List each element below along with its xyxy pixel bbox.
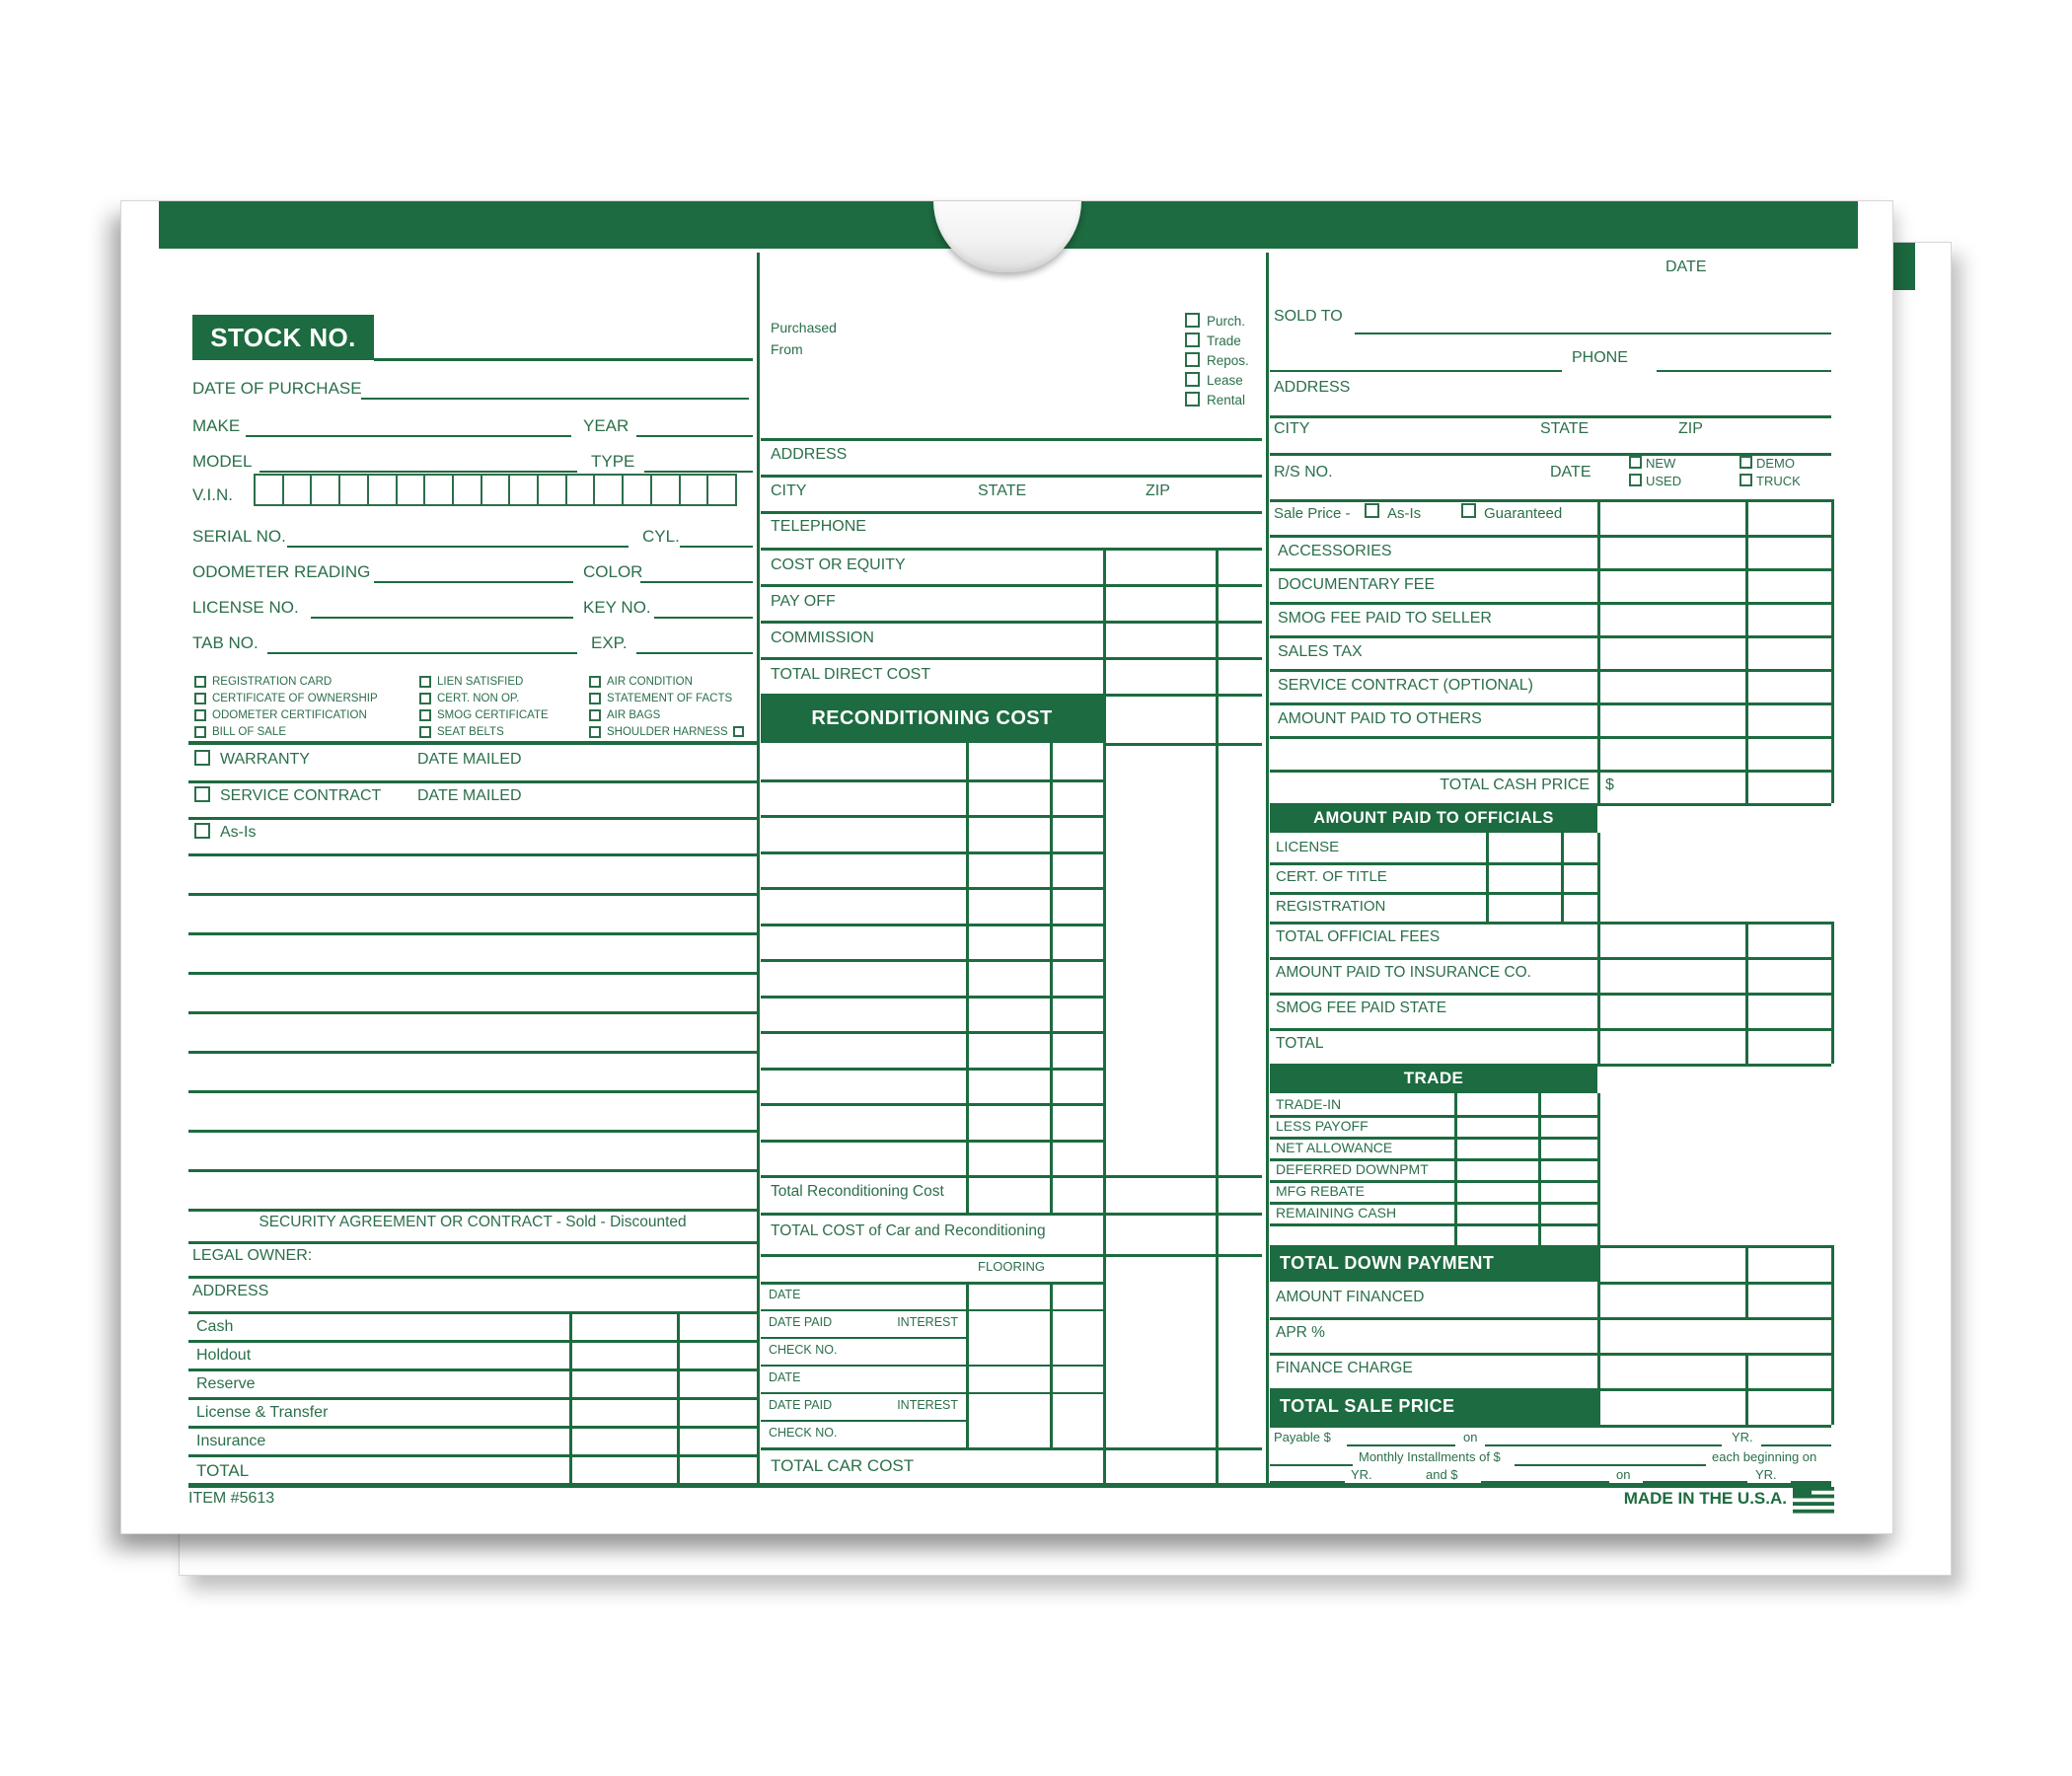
flooring-label-line	[761, 1365, 966, 1367]
purchase-type-checkbox-trade[interactable]	[1185, 333, 1200, 347]
blank-writing-line	[188, 1011, 757, 1014]
vin-box	[482, 476, 511, 504]
right-zip-label: ZIP	[1678, 420, 1703, 437]
monthly-installments-label: Monthly Installments of $	[1359, 1449, 1501, 1464]
recon-header-cell-line	[1103, 743, 1262, 746]
item-number: ITEM #5613	[188, 1490, 275, 1507]
trade-row-label: REMAINING CASH	[1276, 1205, 1397, 1221]
payable-amount-underline	[1347, 1444, 1455, 1446]
condition-checkbox-label: DEMO	[1756, 456, 1795, 471]
flooring-label-line	[761, 1337, 966, 1339]
blank-writing-line	[188, 1090, 757, 1093]
cyl-line	[680, 546, 753, 548]
right-edge-col-line	[1831, 1245, 1834, 1425]
right-cents-col-line	[1745, 1353, 1748, 1425]
purchase-type-label: Trade	[1207, 333, 1241, 348]
doc-checkbox-bill-of-sale[interactable]	[194, 726, 206, 738]
warranty-checkbox[interactable]	[194, 750, 210, 766]
fee-row-label: DOCUMENTARY FEE	[1278, 576, 1436, 593]
rs-date-label: DATE	[1550, 464, 1591, 481]
officials-row-label: CERT. OF TITLE	[1276, 868, 1387, 885]
date-of-purchase-line	[361, 398, 749, 400]
middle-zip-label: ZIP	[1146, 482, 1170, 499]
total-down-payment-bottom-line	[1597, 1282, 1831, 1285]
color-label: COLOR	[583, 562, 643, 581]
checkbox-section-divider	[188, 741, 757, 745]
purchase-type-label: Purch.	[1207, 314, 1246, 329]
middle-cost-row-label: COST OR EQUITY	[771, 556, 906, 573]
tab-no-label: TAB NO.	[192, 633, 259, 652]
vin-box	[312, 476, 340, 504]
trade-row-label: DEFERRED DOWNPMT	[1276, 1161, 1429, 1177]
telephone-line	[761, 548, 1262, 551]
service-contract-checkbox[interactable]	[194, 786, 210, 802]
fee-row-label: AMOUNT PAID TO OTHERS	[1278, 710, 1482, 727]
officials-header: AMOUNT PAID TO OFFICIALS	[1270, 803, 1597, 833]
amount-financed-line	[1270, 1317, 1831, 1320]
flooring-title: FLOORING	[978, 1259, 1045, 1274]
left-cost-row-label: TOTAL	[196, 1461, 250, 1480]
flooring-label-line	[761, 1420, 966, 1422]
vin-label: V.I.N.	[192, 485, 233, 504]
right-amount-col-line	[1597, 833, 1600, 1064]
usa-flag-icon	[1793, 1487, 1834, 1514]
payable-yr-label: YR.	[1732, 1430, 1753, 1444]
total-cost-car-recon-label: TOTAL COST of Car and Reconditioning	[771, 1222, 1046, 1239]
middle-address-line	[761, 475, 1262, 478]
total-sale-price-line	[1270, 1425, 1831, 1428]
yr3-underline	[1791, 1481, 1831, 1483]
exp-label: EXP.	[591, 633, 628, 652]
vin-box	[595, 476, 624, 504]
flooring-row-label: CHECK NO.	[769, 1426, 838, 1440]
doc-checkbox-air-bags[interactable]	[589, 709, 601, 721]
left-cost-row-label: Holdout	[196, 1347, 252, 1364]
purchase-type-checkbox-lease[interactable]	[1185, 372, 1200, 387]
officials-cents-col-line	[1561, 833, 1564, 922]
total-car-cost-top-line	[761, 1447, 1262, 1450]
flooring-interest-label: INTEREST	[897, 1315, 958, 1329]
cyl-label: CYL.	[642, 527, 680, 546]
security-agreement-label: SECURITY AGREEMENT OR CONTRACT - Sold - Discounted	[259, 1214, 687, 1230]
license-line	[311, 617, 573, 619]
total-car-cost-label: TOTAL CAR COST	[771, 1456, 915, 1475]
right-state-label: STATE	[1540, 420, 1590, 437]
left-address-label: ADDRESS	[192, 1283, 269, 1299]
warranty-date-mailed-label: DATE MAILED	[417, 751, 522, 768]
yr2-label: YR.	[1351, 1467, 1372, 1482]
installments-amount-underline	[1515, 1464, 1706, 1466]
blank-writing-line	[188, 893, 757, 896]
vin-box	[681, 476, 709, 504]
vin-box	[567, 476, 596, 504]
purchase-type-checkbox-purch[interactable]	[1185, 313, 1200, 328]
legal-owner-line	[188, 1276, 757, 1279]
payable-on-underline	[1485, 1444, 1722, 1446]
phone-left-line	[1270, 370, 1562, 372]
doc-checkbox-smog-certificate[interactable]	[419, 709, 431, 721]
purchase-type-checkbox-rental[interactable]	[1185, 392, 1200, 407]
flooring-amount-col-line	[966, 1282, 969, 1447]
make-line	[246, 435, 571, 437]
recon-amount-col-line	[966, 743, 969, 1213]
color-line	[640, 581, 753, 583]
total-official-fees-label: TOTAL OFFICIAL FEES	[1276, 928, 1441, 945]
doc-checkbox-shoulder-harness[interactable]	[589, 726, 601, 738]
right-date-label: DATE	[1665, 259, 1707, 275]
vin-box	[256, 476, 284, 504]
flooring-row-label: DATE	[769, 1370, 801, 1384]
trade-row-line	[1270, 1223, 1597, 1226]
doc-checkbox-label: REGISTRATION CARD	[212, 676, 333, 688]
payable-on-label: on	[1463, 1430, 1478, 1444]
smog-state-label: SMOG FEE PAID STATE	[1276, 999, 1447, 1016]
middle-address-label: ADDRESS	[771, 446, 848, 463]
middle-cost-row-line	[761, 657, 1262, 660]
insurance-label: AMOUNT PAID TO INSURANCE CO.	[1276, 964, 1531, 981]
total-cost-bottom-line	[761, 1254, 1262, 1257]
legal-owner-label: LEGAL OWNER:	[192, 1247, 313, 1264]
purchase-type-label: Rental	[1207, 393, 1246, 407]
right-amount-col-line	[1597, 499, 1600, 803]
fee-row-label: SMOG FEE PAID TO SELLER	[1278, 610, 1492, 627]
officials-row-line	[1270, 862, 1597, 865]
shoulder-harness-trailing-checkbox[interactable]	[733, 726, 744, 737]
service-contract-date-mailed-label: DATE MAILED	[417, 787, 522, 804]
thumb-notch	[933, 201, 1081, 272]
trade-row-label: NET ALLOWANCE	[1276, 1140, 1393, 1155]
stock-no-line	[374, 358, 753, 361]
form-bottom-rule	[188, 1483, 1831, 1488]
officials-row-label: REGISTRATION	[1276, 898, 1386, 915]
warranty-label: WARRANTY	[220, 751, 310, 768]
right-amount-col-line	[1597, 1093, 1600, 1425]
purchased-from-label-2: From	[771, 341, 803, 357]
sale-as-is-label: As-Is	[1387, 505, 1422, 522]
middle-cost-row-label: COMMISSION	[771, 629, 874, 646]
middle-state-label: STATE	[978, 482, 1027, 499]
vin-box	[284, 476, 313, 504]
left-address-line	[188, 1311, 757, 1314]
right-total-label: TOTAL	[1276, 1035, 1324, 1052]
total-sale-price-header: TOTAL SALE PRICE	[1270, 1388, 1597, 1425]
doc-checkbox-label: SHOULDER HARNESS	[607, 726, 728, 738]
type-line	[644, 471, 753, 473]
sale-as-is-checkbox[interactable]	[1365, 503, 1379, 518]
blank-writing-line	[188, 1169, 757, 1172]
date-of-purchase-label: DATE OF PURCHASE	[192, 379, 362, 398]
license-no-label: LICENSE NO.	[192, 598, 299, 617]
phone-label: PHONE	[1572, 349, 1628, 366]
payable-label: Payable $	[1274, 1430, 1331, 1444]
vin-box	[624, 476, 652, 504]
doc-checkbox-certificate-of-ownership[interactable]	[194, 693, 206, 704]
doc-checkbox-label: LIEN SATISFIED	[437, 676, 524, 688]
right-cents-col-line	[1745, 499, 1748, 803]
on2-label: on	[1616, 1467, 1631, 1482]
right-city-label: CITY	[1274, 420, 1310, 437]
flooring-cell-line	[966, 1309, 1103, 1311]
doc-checkbox-lien-satisfied[interactable]	[419, 676, 431, 688]
security-bottom-line	[188, 1241, 757, 1244]
vin-box	[425, 476, 454, 504]
security-top-line	[188, 1209, 757, 1212]
left-cost-row-label: Cash	[196, 1318, 234, 1335]
flooring-row-label: DATE	[769, 1288, 801, 1301]
condition-checkbox-label: USED	[1646, 474, 1682, 488]
doc-checkbox-label: ODOMETER CERTIFICATION	[212, 709, 367, 721]
left-cost-row-line	[188, 1340, 757, 1343]
fee-row-label: SALES TAX	[1278, 643, 1363, 660]
vin-character-boxes[interactable]	[254, 474, 737, 506]
odometer-line	[374, 581, 573, 583]
yr2-underline	[1270, 1481, 1345, 1483]
right-total-line	[1270, 1064, 1831, 1067]
flooring-cell-line	[966, 1365, 1103, 1367]
vin-box	[539, 476, 567, 504]
middle-city-line	[761, 511, 1262, 514]
exp-line	[636, 652, 753, 654]
condition-checkbox-demo[interactable]	[1739, 456, 1752, 469]
warranty-row-line	[188, 780, 757, 783]
flooring-label-line	[761, 1309, 966, 1311]
fee-row-label: ACCESSORIES	[1278, 543, 1392, 559]
telephone-label: TELEPHONE	[771, 518, 866, 535]
guaranteed-checkbox[interactable]	[1461, 503, 1476, 518]
blank-writing-line	[188, 1051, 757, 1054]
as-is-label: As-Is	[220, 824, 257, 841]
serial-no-label: SERIAL NO.	[192, 527, 286, 546]
doc-checkbox-air-condition[interactable]	[589, 676, 601, 688]
key-no-label: KEY NO.	[583, 598, 651, 617]
middle-city-label: CITY	[771, 482, 807, 499]
service-contract-row-line	[188, 817, 757, 820]
left-cost-row-line	[188, 1369, 757, 1371]
type-label: TYPE	[591, 452, 635, 471]
installments-left-underline	[1270, 1464, 1353, 1466]
right-edge-col-line	[1831, 499, 1834, 803]
stock-no-header: STOCK NO.	[192, 315, 374, 360]
doc-checkbox-statement-of-facts[interactable]	[589, 693, 601, 704]
total-recon-bottom-line	[761, 1213, 1262, 1216]
doc-checkbox-label: CERTIFICATE OF OWNERSHIP	[212, 693, 378, 704]
vin-box	[369, 476, 398, 504]
trade-amount-col-line	[1454, 1093, 1457, 1245]
serial-line	[287, 546, 629, 548]
year-label: YEAR	[583, 416, 629, 435]
condition-checkbox-truck[interactable]	[1739, 474, 1752, 486]
right-edge-col-line	[1831, 922, 1834, 1064]
trade-row-label: LESS PAYOFF	[1276, 1118, 1369, 1134]
flooring-row-label: DATE PAID	[769, 1398, 833, 1412]
left-cost-row-line	[188, 1426, 757, 1429]
middle-cents-col-line	[1216, 548, 1219, 1483]
right-address-label: ADDRESS	[1274, 379, 1351, 396]
blank-writing-line	[188, 1130, 757, 1133]
finance-charge-label: FINANCE CHARGE	[1276, 1360, 1413, 1376]
year-line	[636, 435, 753, 437]
officials-row-label: LICENSE	[1276, 839, 1340, 855]
middle-cost-row-line	[761, 694, 1262, 697]
and-label: and $	[1426, 1467, 1458, 1482]
left-cost-col-line	[677, 1311, 680, 1483]
middle-cost-row-label: PAY OFF	[771, 593, 836, 610]
as-is-checkbox[interactable]	[194, 823, 210, 839]
phone-right-line	[1657, 370, 1831, 372]
right-cents-col-line	[1745, 1245, 1748, 1317]
left-cost-col-line	[569, 1311, 572, 1483]
doc-checkbox-seat-belts[interactable]	[419, 726, 431, 738]
condition-checkbox-label: NEW	[1646, 456, 1676, 471]
service-contract-label: SERVICE CONTRACT	[220, 787, 382, 804]
left-cost-row-label: Insurance	[196, 1433, 266, 1449]
made-in-usa-label: MADE IN THE U.S.A.	[1623, 1489, 1787, 1508]
each-beginning-label: each beginning on	[1712, 1449, 1817, 1464]
doc-checkbox-label: AIR BAGS	[607, 709, 661, 721]
deal-jacket-envelope	[120, 200, 1893, 1534]
middle-amount-col-line	[1103, 548, 1106, 1483]
guaranteed-label: Guaranteed	[1484, 505, 1563, 522]
vin-box	[510, 476, 539, 504]
total-recon-top-line	[761, 1175, 1262, 1178]
purchase-type-checkbox-repos[interactable]	[1185, 352, 1200, 367]
sold-to-line	[1355, 333, 1831, 334]
flooring-row-label: DATE PAID	[769, 1315, 833, 1329]
sale-price-label: Sale Price -	[1274, 505, 1351, 522]
middle-cost-row-line	[761, 584, 1262, 587]
trade-header: TRADE	[1270, 1064, 1597, 1093]
rs-no-label: R/S NO.	[1274, 464, 1333, 481]
doc-checkbox-odometer-certification[interactable]	[194, 709, 206, 721]
doc-checkbox-label: SMOG CERTIFICATE	[437, 709, 549, 721]
condition-checkbox-new[interactable]	[1629, 456, 1642, 469]
recon-cents-col-line	[1050, 743, 1053, 1213]
dollar-sign: $	[1605, 777, 1614, 793]
odometer-label: ODOMETER READING	[192, 562, 371, 581]
middle-cost-row-label: TOTAL DIRECT COST	[771, 666, 931, 683]
doc-checkbox-label: STATEMENT OF FACTS	[607, 693, 733, 704]
blank-writing-line	[188, 932, 757, 935]
vin-box	[340, 476, 369, 504]
total-down-payment-header: TOTAL DOWN PAYMENT	[1270, 1245, 1597, 1282]
total-cash-price-line	[1270, 803, 1831, 806]
model-label: MODEL	[192, 452, 253, 471]
amount-financed-label: AMOUNT FINANCED	[1276, 1289, 1425, 1305]
officials-amount-col-line	[1486, 833, 1489, 922]
condition-checkbox-used[interactable]	[1629, 474, 1642, 486]
tab-line	[267, 652, 577, 654]
blank-writing-line	[188, 972, 757, 975]
vin-box	[398, 476, 426, 504]
purchased-from-label-1: Purchased	[771, 320, 837, 335]
reconditioning-cost-header: RECONDITIONING COST	[761, 694, 1103, 743]
left-cost-row-label: License & Transfer	[196, 1404, 329, 1421]
left-cost-row-label: Reserve	[196, 1375, 256, 1392]
left-cost-row-line	[188, 1397, 757, 1400]
trade-row-label: TRADE-IN	[1276, 1096, 1342, 1112]
make-label: MAKE	[192, 416, 241, 435]
vin-box	[652, 476, 681, 504]
purchase-type-label: Repos.	[1207, 353, 1249, 368]
flooring-label-line	[761, 1392, 966, 1394]
total-recon-label: Total Reconditioning Cost	[771, 1183, 944, 1200]
fee-row-label: SERVICE CONTRACT (OPTIONAL)	[1278, 677, 1533, 694]
flooring-interest-label: INTEREST	[897, 1398, 958, 1412]
apr-label: APR %	[1276, 1324, 1325, 1341]
vin-box	[454, 476, 482, 504]
doc-checkbox-label: BILL OF SALE	[212, 726, 286, 738]
left-middle-divider	[757, 253, 760, 1487]
doc-checkbox-registration-card[interactable]	[194, 676, 206, 688]
condition-checkbox-label: TRUCK	[1756, 474, 1801, 488]
right-cents-col-line	[1745, 922, 1748, 1064]
as-is-row-line	[188, 853, 757, 856]
middle-right-divider	[1266, 253, 1269, 1487]
key-no-line	[654, 617, 753, 619]
flooring-cents-col-line	[1050, 1282, 1053, 1447]
doc-checkbox-label: SEAT BELTS	[437, 726, 504, 738]
yr3-label: YR.	[1755, 1467, 1777, 1482]
officials-row-line	[1270, 892, 1597, 895]
right-address-line	[1270, 415, 1831, 418]
on2-underline	[1643, 1481, 1747, 1483]
doc-checkbox-cert-non-op-[interactable]	[419, 693, 431, 704]
total-cash-price-label: TOTAL CASH PRICE	[1440, 777, 1590, 793]
model-line	[259, 471, 577, 473]
doc-checkbox-label: CERT. NON OP.	[437, 693, 520, 704]
trade-cents-col-line	[1538, 1093, 1541, 1245]
trade-row-label: MFG REBATE	[1276, 1183, 1365, 1199]
sold-to-label: SOLD TO	[1274, 308, 1343, 325]
and-amount-underline	[1481, 1481, 1609, 1483]
middle-cost-row-line	[761, 621, 1262, 624]
payable-yr-underline	[1761, 1444, 1831, 1446]
purchased-from-bottom-line	[761, 438, 1262, 441]
vin-box	[708, 476, 735, 504]
flooring-cell-line	[966, 1392, 1103, 1394]
purchase-type-label: Lease	[1207, 373, 1243, 388]
flooring-row-label: CHECK NO.	[769, 1343, 838, 1357]
left-cost-row-line	[188, 1454, 757, 1457]
doc-checkbox-label: AIR CONDITION	[607, 676, 693, 688]
